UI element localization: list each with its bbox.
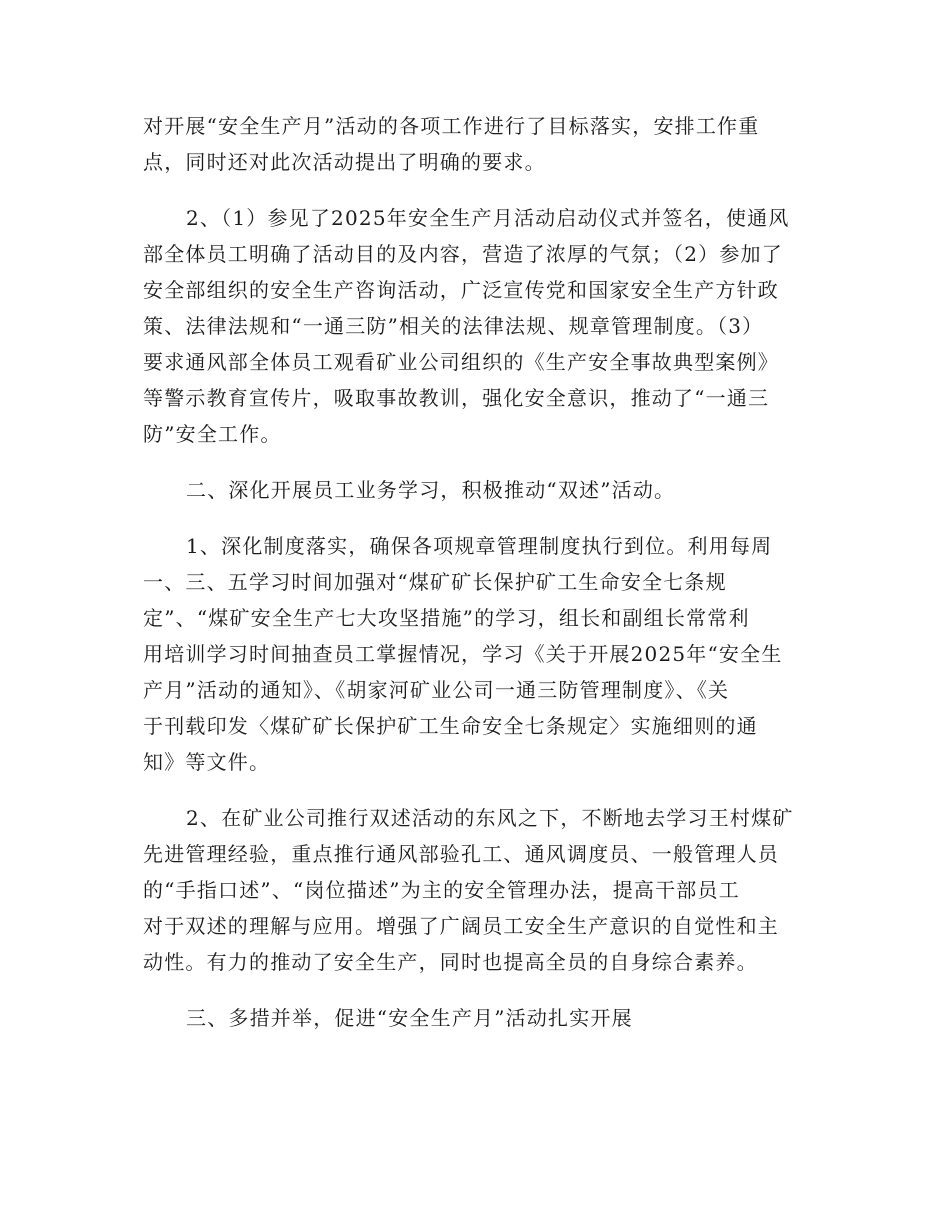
paragraph-line: 等警示教育宣传片，吸取事故教训，强化安全意识，推动了“一通三 — [143, 386, 770, 410]
paragraph-line: 一、三、五学习时间加强对“煤矿矿长保护矿工生命安全七条规 — [143, 570, 727, 594]
paragraph-line: 1、深化制度落实，确保各项规章管理制度执行到位。利用每周 — [186, 534, 773, 558]
paragraph-line: 定”、“煤矿安全生产七大攻坚措施”的学习，组长和副组长常常利 — [143, 606, 750, 630]
paragraph-line: 防”安全工作。 — [143, 422, 282, 446]
section-heading: 二、深化开展员工业务学习，积极推动“双述”活动。 — [186, 478, 676, 502]
paragraph-line: 产月”活动的通知》、《胡家河矿业公司一通三防管理制度》、《关 — [143, 678, 730, 702]
paragraph-line: 用培训学习时间抽查员工掌握情况，学习《关于开展2025年“安全生 — [143, 642, 783, 666]
paragraph-line: 安全部组织的安全生产咨询活动，广泛宣传党和国家安全生产方针政 — [143, 278, 779, 302]
paragraph-line: 知》等文件。 — [143, 750, 271, 774]
paragraph-line: 先进管理经验，重点推行通风部验孔工、通风调度员、一般管理人员 — [143, 842, 779, 866]
paragraph-line: 2、（1）参见了2025年安全生产月活动启动仪式并签名，使通风 — [186, 206, 790, 230]
section-heading: 三、多措并举，促进“安全生产月”活动扎实开展 — [186, 1006, 633, 1030]
paragraph-line: 的“手指口述”、“岗位描述”为主的安全管理办法，提高干部员工 — [143, 878, 740, 902]
paragraph-line: 部全体员工明确了活动目的及内容，营造了浓厚的气氛；（2）参加了 — [143, 242, 783, 266]
paragraph-line: 策、法律法规和“一通三防”相关的法律法规、规章管理制度。（3） — [143, 314, 764, 338]
paragraph-line: 对开展“安全生产月”活动的各项工作进行了目标落实，安排工作重 — [143, 114, 760, 138]
paragraph-line: 于刊载印发〈煤矿矿长保护矿工生命安全七条规定〉实施细则的通 — [143, 714, 758, 738]
paragraph-line: 要求通风部全体员工观看矿业公司组织的《生产安全事故典型案例》 — [143, 350, 779, 374]
paragraph-line: 2、在矿业公司推行双述活动的东风之下，不断地去学习王村煤矿 — [186, 806, 794, 830]
paragraph-line: 动性。有力的推动了安全生产，同时也提高全员的自身综合素养。 — [143, 950, 758, 974]
paragraph-line: 点，同时还对此次活动提出了明确的要求。 — [143, 150, 546, 174]
paragraph-line: 对于双述的理解与应用。增强了广阔员工安全生产意识的自觉性和主 — [143, 914, 779, 938]
